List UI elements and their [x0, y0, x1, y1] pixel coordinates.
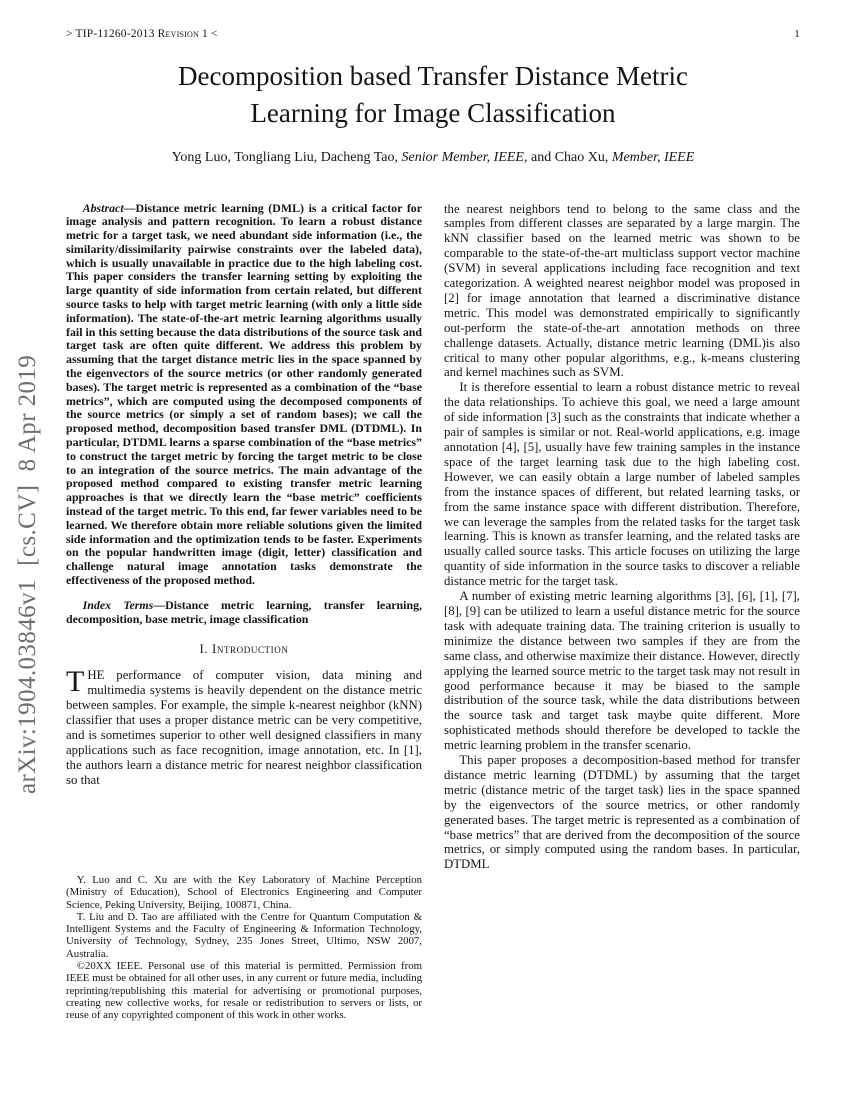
index-terms-text: —Distance metric learning, transfer learning, decomposition, base metric, image classification	[66, 597, 422, 626]
abstract-label: Abstract	[82, 200, 124, 215]
title-line-1: Decomposition based Transfer Distance Metric	[178, 61, 688, 91]
authors-part-2: and Chao Xu,	[527, 149, 612, 165]
abstract-text: —Distance metric learning (DML) is a critical factor for image analysis and pattern recognition. To learn a robust distance metric for a target task, we need abundant side information (i.e., the similarity/dissimilarity pairwise constraints over the labeled data), which is usually unavailable in practice due to the high labeling cost. This paper considers the transfer learning setting by exploiting the large quantity of side information from certain related, but different source tasks to help with target metric learning (with only a little side information). The state-of-the-art metric learning algorithms usually fail in this setting because the data distributions of the source task and target task are often quite different. We address this problem by assuming that the target distance metric lies in the space spanned by the eigenvectors of the source metrics (or other randomly generated bases). The target metric is represented as a combination of the “base metrics”, which are computed using the decomposed components of the source metrics (or simply a set of random bases); we call the proposed method, decomposition based transfer DML (DTDML). In particular, DTDML learns a sparse combination of the “base metrics” to construct the target metric by forcing the target metric to be close to an integration of the source metrics. The main advantage of the proposed method compared to existing transfer metric learning approaches is that we directly learn the “base metric” coefficients instead of the target metric. To this end, far fewer variables need to be learned. We therefore obtain more reliable solutions given the limited side information and the optimization tends to be faster. Experiments on the popular handwritten image (digit, letter) classification and challenge natural image annotation tasks demonstrate the effectiveness of the proposed method.	[66, 200, 422, 588]
right-paragraph-2: It is therefore essential to learn a robust distance metric to reveal the data relationships. To achieve this goal, we need a large amount of side information [3] such as the constraints that indicate whether a pair of samples is similar or not. Real-world applications, e.g. image annotation [4], [5], usually have few training samples in the instance space of the target learning task due to the high labeling cost. However, we can easily obtain a large number of labeled samples from the instance spaces of different, but related learning tasks, or from the same instance space with different distribution. Therefore, we can leverage the samples from the related tasks for the target task learning. This is known as transfer learning, and the related tasks are usually called source tasks. This article focuses on utilizing the large quantity of side information in the source tasks to discover a reliable distance metric for the target task.	[444, 380, 800, 589]
abstract	[66, 202, 422, 588]
right-paragraph-1: the nearest neighbors tend to belong to the same class and the samples from different classes are separated by a large margin. The kNN classifier based on the learned metric was shown to be comparable to the state-of-the-art multiclass support vector machine (SVM) in several applications including face recognition and text categorization. A weighted nearest neighbor model was proposed in [2] for image annotation that learned a discriminative distance metric. This model was demonstrated empirically to significantly out-perform the state-of-the-art annotation methods on three challenge datasets. Actually, distance metric learning (DML)is also critical to many other popular algorithms, e.g., k-means clustering and kernel machines such as SVM.	[444, 201, 800, 380]
intro-paragraph-1-text: HE performance of computer vision, data mining and multimedia systems is heavily dependent on the distance metric between samples. For example, the simple k-nearest neighbor (kNN) classifier that uses a proper distance metric can be very competitive, and is sometimes superior to other well designed classifiers in many applications such as face recognition, image annotation, etc. In [1], the authors learn a distance metric for nearest neighbor classification so that	[66, 668, 422, 787]
running-header	[66, 28, 800, 40]
authors-membership-1: Senior Member, IEEE,	[401, 149, 528, 165]
footnote-copyright: ©20XX IEEE. Personal use of this material is permitted. Permission from IEEE must be obtained for all other uses, in any current or future media, including reprinting/republishing this material for advertising or promotional purposes, creating new collective works, for resale or redistribution to servers or lists, or reuse of any copyrighted component of this work in other works.	[66, 960, 422, 1022]
page-number: 1	[794, 28, 800, 40]
intro-paragraph-1	[66, 665, 422, 787]
dropcap-letter: T	[66, 665, 85, 699]
two-column-body	[66, 202, 800, 1022]
right-paragraph-4: This paper proposes a decomposition-based method for transfer distance metric learning (DTDML) by assuming that the target metric (distance metric of the target task) lies in the space spanned by the eigenvectors of the source metrics, or other randomly generated bases. The target metric is represented as a combination of “base metrics” that are derived from the decomposition of the source metrics, or simply computed using the random bases. In particular, DTDML	[444, 753, 800, 872]
footnotes	[66, 874, 422, 1022]
page-content	[0, 58, 850, 1022]
paper-title	[66, 58, 800, 133]
title-line-2: Learning for Image Classification	[250, 98, 616, 129]
right-column	[444, 202, 800, 1022]
footnote-affiliation-1: Y. Luo and C. Xu are with the Key Laboratory of Machine Perception (Ministry of Education), School of Electronics Engineering and Computer Science, Peking University, Beijing, 100871, China.	[66, 873, 422, 911]
authors-membership-2: Member, IEEE	[611, 149, 695, 165]
arxiv-watermark: arXiv:1904.03846v1 [cs.CV] 8 Apr 2019	[14, 354, 41, 794]
authors-part-1: Yong Luo, Tongliang Liu, Dacheng Tao,	[171, 149, 402, 165]
left-column	[66, 202, 422, 1022]
right-paragraph-3: A number of existing metric learning algorithms [3], [6], [1], [7], [8], [9] can be utilized to learn a useful distance metric for the source task with adequate training data. The training criterion is usually to minimize the distance between two samples if they are from the same class, and otherwise maximize their distance. However, directly applying the learned source metric to the target task may not result in good performance because it may be biased to the sample distribution of the source task, while the data distributions between the source task and target task maybe quite different. More sophisticated methods should therefore be developed to tackle the metric learning problem in the transfer scenario.	[444, 589, 800, 753]
header-manuscript-id: > TIP-11260-2013 Revision 1 <	[66, 28, 218, 40]
author-line	[66, 150, 800, 166]
index-terms	[66, 599, 422, 627]
index-terms-label: Index Terms	[82, 597, 154, 612]
footnote-affiliation-2: T. Liu and D. Tao are affiliated with the Centre for Quantum Computation & Intelligent Systems and the Faculty of Engineering & Information Technology, University of Technology, Sydney, 235 Jones Street, Ultimo, NSW 2007, Australia.	[66, 910, 422, 960]
section-heading-introduction: I. Introduction	[199, 642, 289, 657]
